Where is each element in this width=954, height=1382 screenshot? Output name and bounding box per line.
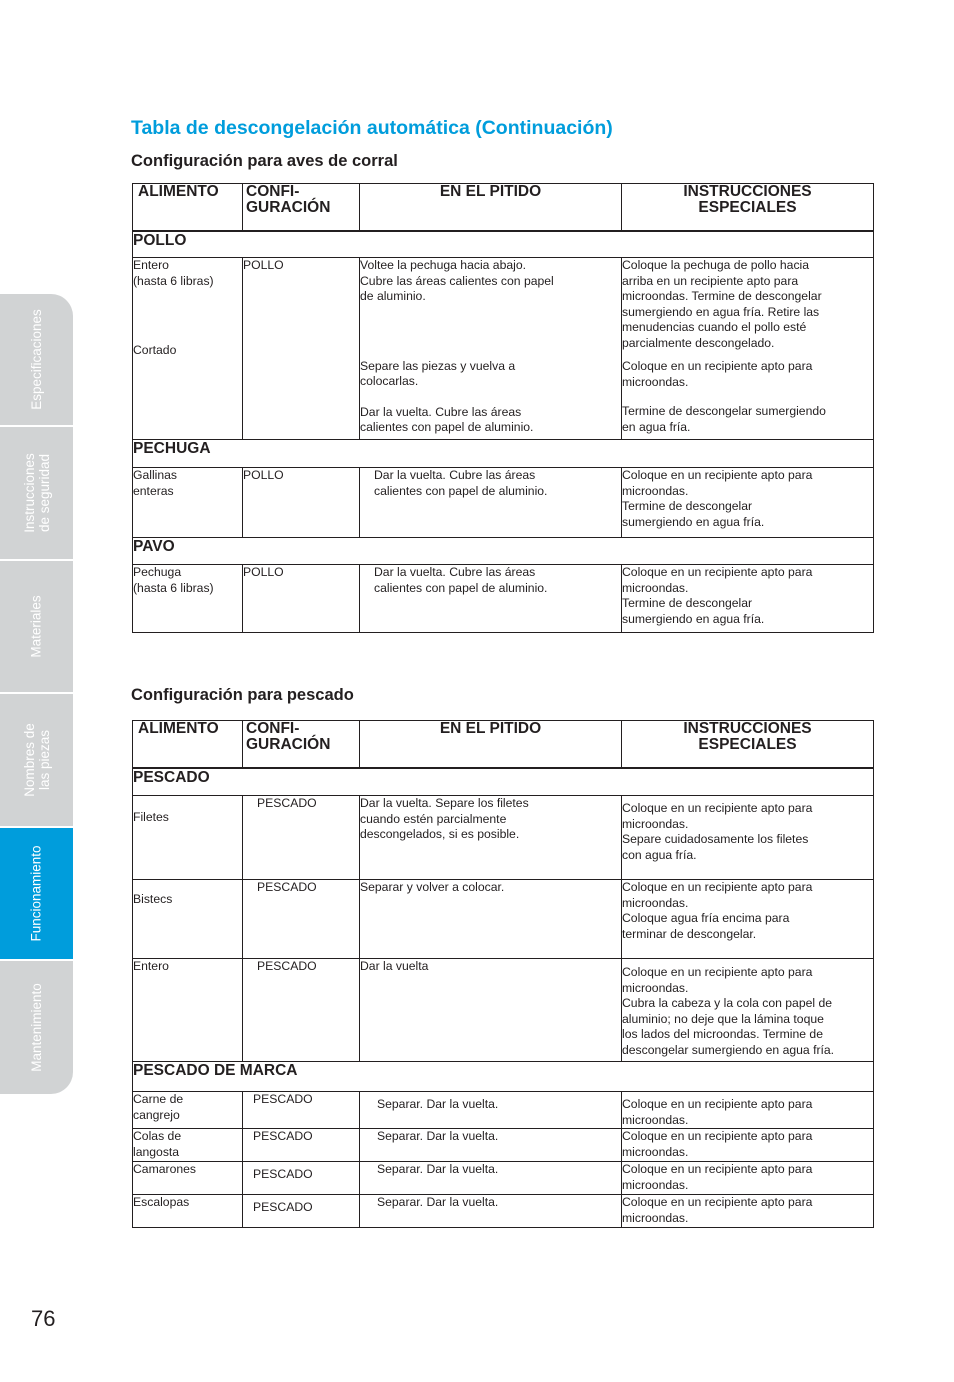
group-row-pescado-de-marca bbox=[133, 1062, 874, 1092]
side-tab-nombres-de-las-piezas[interactable] bbox=[0, 694, 73, 826]
table-row bbox=[133, 1129, 874, 1162]
cell-en-el-pitido: Separar y volver a colocar. bbox=[360, 880, 622, 959]
fish-table bbox=[132, 720, 874, 1228]
cell-alimento: Camarones bbox=[133, 1162, 243, 1195]
cell-configuracion: PESCADO bbox=[243, 1162, 360, 1195]
cell-en-el-pitido: Dar la vuelta. Separe los filetes cuando estén parcialmente descongelados, si es posible. bbox=[360, 796, 622, 880]
cell-instrucciones-especiales: Coloque en un recipiente apto para microondas. bbox=[622, 1162, 874, 1195]
cell-configuracion: PESCADO bbox=[243, 1195, 360, 1228]
group-label: PESCADO bbox=[133, 768, 874, 796]
header-en-el-pitido: EN EL PITIDO bbox=[360, 721, 622, 769]
side-tab-mantenimiento[interactable] bbox=[0, 961, 73, 1094]
table-row bbox=[133, 258, 874, 440]
cell-instrucciones-especiales: Coloque en un recipiente apto para microondas. Separe cuidadosamente los filetes con agua fría. bbox=[622, 796, 874, 880]
group-row-pechuga bbox=[133, 440, 874, 468]
cell-en-el-pitido: Voltee la pechuga hacia abajo. Cubre las áreas calientes con papel de aluminio. Separe las piezas y vuelva a colocarlas. Dar la vuelta. Cubre las áreas calientes con papel de aluminio. bbox=[360, 258, 622, 440]
group-row-pollo bbox=[133, 231, 874, 258]
table-header-row bbox=[133, 721, 874, 769]
cell-alimento: Bistecs bbox=[133, 880, 243, 959]
side-tab-especificaciones[interactable] bbox=[0, 294, 73, 425]
side-tab-funcionamiento[interactable] bbox=[0, 828, 73, 959]
cell-instrucciones-especiales: Coloque en un recipiente apto para microondas. bbox=[622, 1195, 874, 1228]
group-label: PESCADO DE MARCA bbox=[133, 1062, 874, 1092]
header-en-el-pitido: EN EL PITIDO bbox=[360, 184, 622, 232]
cell-instrucciones-especiales: Coloque en un recipiente apto para microondas. Termine de descongelar sumergiendo en agua fría. bbox=[622, 468, 874, 538]
section-title-pescado: Configuración para pescado bbox=[131, 686, 354, 704]
side-tab-materiales[interactable] bbox=[0, 561, 73, 692]
side-tabs bbox=[0, 294, 73, 1094]
table-header-row bbox=[133, 184, 874, 232]
side-tab-instrucciones-de-seguridad[interactable] bbox=[0, 427, 73, 559]
header-configuracion: CONFI- GURACIÓN bbox=[243, 721, 360, 769]
poultry-table bbox=[132, 183, 874, 633]
cell-en-el-pitido: Dar la vuelta bbox=[360, 959, 622, 1062]
table-row bbox=[133, 468, 874, 538]
cell-alimento: Entero (hasta 6 libras) Cortado bbox=[133, 258, 243, 440]
table-row bbox=[133, 1195, 874, 1228]
cell-instrucciones-especiales: Coloque la pechuga de pollo hacia arriba en un recipiente apto para microondas. Termine de descongelar sumergiendo en agua fría. Retire las menudencias cuando el pollo esté parcialmente descongelado. Coloque en un recipiente apto para microondas. Termine de descongelar sumergiendo en agua fría. bbox=[622, 258, 874, 440]
header-alimento: ALIMENTO bbox=[133, 721, 243, 769]
group-label: PECHUGA bbox=[133, 440, 874, 468]
side-tab-label: Funcionamiento bbox=[29, 845, 44, 942]
cell-alimento: Colas de langosta bbox=[133, 1129, 243, 1162]
cell-configuracion: PESCADO bbox=[243, 959, 360, 1062]
cell-instrucciones-especiales: Coloque en un recipiente apto para microondas. Cubra la cabeza y la cola con papel de aluminio; no deje que la lámina toque los lados del microondas. Termine de descongelar sumergiendo en agua fría. bbox=[622, 959, 874, 1062]
cell-en-el-pitido: Separar. Dar la vuelta. bbox=[360, 1162, 622, 1195]
table-row bbox=[133, 1092, 874, 1129]
section-title-aves: Configuración para aves de corral bbox=[131, 152, 398, 170]
side-tab-label: Instrucciones de seguridad bbox=[21, 453, 52, 533]
cell-instrucciones-especiales: Coloque en un recipiente apto para microondas. bbox=[622, 1129, 874, 1162]
cell-alimento: Entero bbox=[133, 959, 243, 1062]
cell-en-el-pitido: Dar la vuelta. Cubre las áreas calientes con papel de aluminio. bbox=[360, 468, 622, 538]
cell-en-el-pitido: Separar. Dar la vuelta. bbox=[360, 1129, 622, 1162]
cell-en-el-pitido: Separar. Dar la vuelta. bbox=[360, 1195, 622, 1228]
header-instrucciones-especiales: INSTRUCCIONES ESPECIALES bbox=[622, 721, 874, 769]
side-tab-label: Nombres de las piezas bbox=[21, 723, 52, 797]
group-label: POLLO bbox=[133, 231, 874, 258]
group-label: PAVO bbox=[133, 538, 874, 565]
table-row bbox=[133, 880, 874, 959]
cell-en-el-pitido: Separar. Dar la vuelta. bbox=[360, 1092, 622, 1129]
table-row bbox=[133, 565, 874, 633]
header-configuracion: CONFI- GURACIÓN bbox=[243, 184, 360, 232]
cell-configuracion: PESCADO bbox=[243, 1129, 360, 1162]
cell-configuracion: PESCADO bbox=[243, 796, 360, 880]
cell-instrucciones-especiales: Coloque en un recipiente apto para microondas. Coloque agua fría encima para terminar de descongelar. bbox=[622, 880, 874, 959]
cell-configuracion: POLLO bbox=[243, 468, 360, 538]
side-tab-label: Especificaciones bbox=[29, 309, 44, 410]
side-tab-label: Materiales bbox=[29, 595, 44, 658]
table-row bbox=[133, 796, 874, 880]
header-alimento: ALIMENTO bbox=[133, 184, 243, 232]
table-row bbox=[133, 959, 874, 1062]
cell-configuracion: PESCADO bbox=[243, 1092, 360, 1129]
cell-alimento: Escalopas bbox=[133, 1195, 243, 1228]
cell-alimento: Gallinas enteras bbox=[133, 468, 243, 538]
cell-configuracion: POLLO bbox=[243, 565, 360, 633]
group-row-pavo bbox=[133, 538, 874, 565]
side-tab-label: Mantenimiento bbox=[29, 983, 44, 1072]
cell-instrucciones-especiales: Coloque en un recipiente apto para microondas. bbox=[622, 1092, 874, 1129]
group-row-pescado bbox=[133, 768, 874, 796]
cell-alimento: Pechuga (hasta 6 libras) bbox=[133, 565, 243, 633]
cell-instrucciones-especiales: Coloque en un recipiente apto para microondas. Termine de descongelar sumergiendo en agua fría. bbox=[622, 565, 874, 633]
cell-configuracion: PESCADO bbox=[243, 880, 360, 959]
page-title: Tabla de descongelación automática (Continuación) bbox=[131, 117, 613, 139]
cell-alimento: Filetes bbox=[133, 796, 243, 880]
cell-alimento: Carne de cangrejo bbox=[133, 1092, 243, 1129]
cell-configuracion: POLLO bbox=[243, 258, 360, 440]
header-instrucciones-especiales: INSTRUCCIONES ESPECIALES bbox=[622, 184, 874, 232]
page-number: 76 bbox=[31, 1306, 56, 1331]
cell-en-el-pitido: Dar la vuelta. Cubre las áreas calientes con papel de aluminio. bbox=[360, 565, 622, 633]
table-row bbox=[133, 1162, 874, 1195]
